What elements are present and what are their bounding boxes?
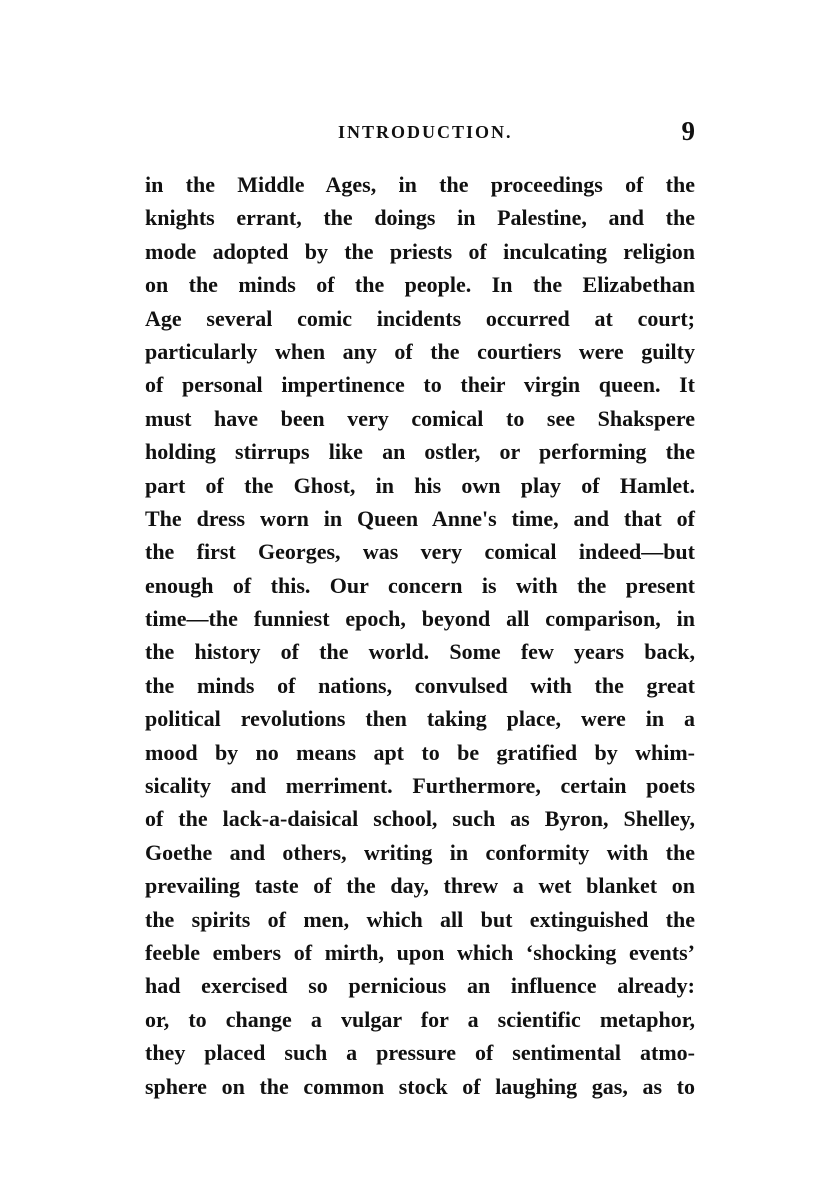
text-line: political revolutions then taking place, were in a <box>145 706 695 732</box>
text-line: the minds of nations, convulsed with the great <box>145 672 695 698</box>
text-line: time—the funniest epoch, beyond all comparison, in <box>145 606 695 632</box>
text-line: they placed such a pressure of sentimental atmo- <box>145 1040 695 1066</box>
text-line: sicality and merriment. Furthermore, certain poets <box>145 773 695 799</box>
text-line: must have been very comical to see Shakspere <box>145 405 695 431</box>
text-line: in the Middle Ages, in the proceedings of the <box>145 172 695 197</box>
text-line: The dress worn in Queen Anne's time, and that of <box>145 505 695 531</box>
running-title: INTRODUCTION. <box>338 122 513 142</box>
page-number: 9 <box>681 116 695 146</box>
text-line: feeble embers of mirth, upon which ‘shocking events’ <box>145 939 695 965</box>
text-line: the spirits of men, which all but extinguished the <box>145 906 695 932</box>
text-line: the history of the world. Some few years back, <box>145 639 695 665</box>
text-line: on the minds of the people. In the Elizabethan <box>145 272 695 298</box>
text-line: particularly when any of the courtiers were guilty <box>145 338 695 364</box>
text-line: Goethe and others, writing in conformity with the <box>145 839 695 865</box>
text-line: mode adopted by the priests of inculcating religion <box>145 238 695 264</box>
text-line: of personal impertinence to their virgin queen. It <box>145 372 695 398</box>
text-line: holding stirrups like an ostler, or performing the <box>145 439 695 465</box>
body-text <box>145 168 695 1103</box>
text-line: of the lack-a-daisical school, such as Byron, Shelley, <box>145 806 695 832</box>
running-header <box>145 118 695 148</box>
text-line: the first Georges, was very comical indeed—but <box>145 539 695 565</box>
text-line: prevailing taste of the day, threw a wet blanket on <box>145 873 695 899</box>
text-line: or, to change a vulgar for a scientific metaphor, <box>145 1006 695 1032</box>
text-line: part of the Ghost, in his own play of Hamlet. <box>145 472 695 498</box>
text-line: enough of this. Our concern is with the present <box>145 572 695 598</box>
text-line: had exercised so pernicious an influence already: <box>145 973 695 999</box>
text-line: mood by no means apt to be gratified by whim- <box>145 739 695 765</box>
text-line: sphere on the common stock of laughing gas, as to <box>145 1073 695 1099</box>
text-line: knights errant, the doings in Palestine, and the <box>145 205 695 231</box>
text-line: Age several comic incidents occurred at court; <box>145 305 695 331</box>
